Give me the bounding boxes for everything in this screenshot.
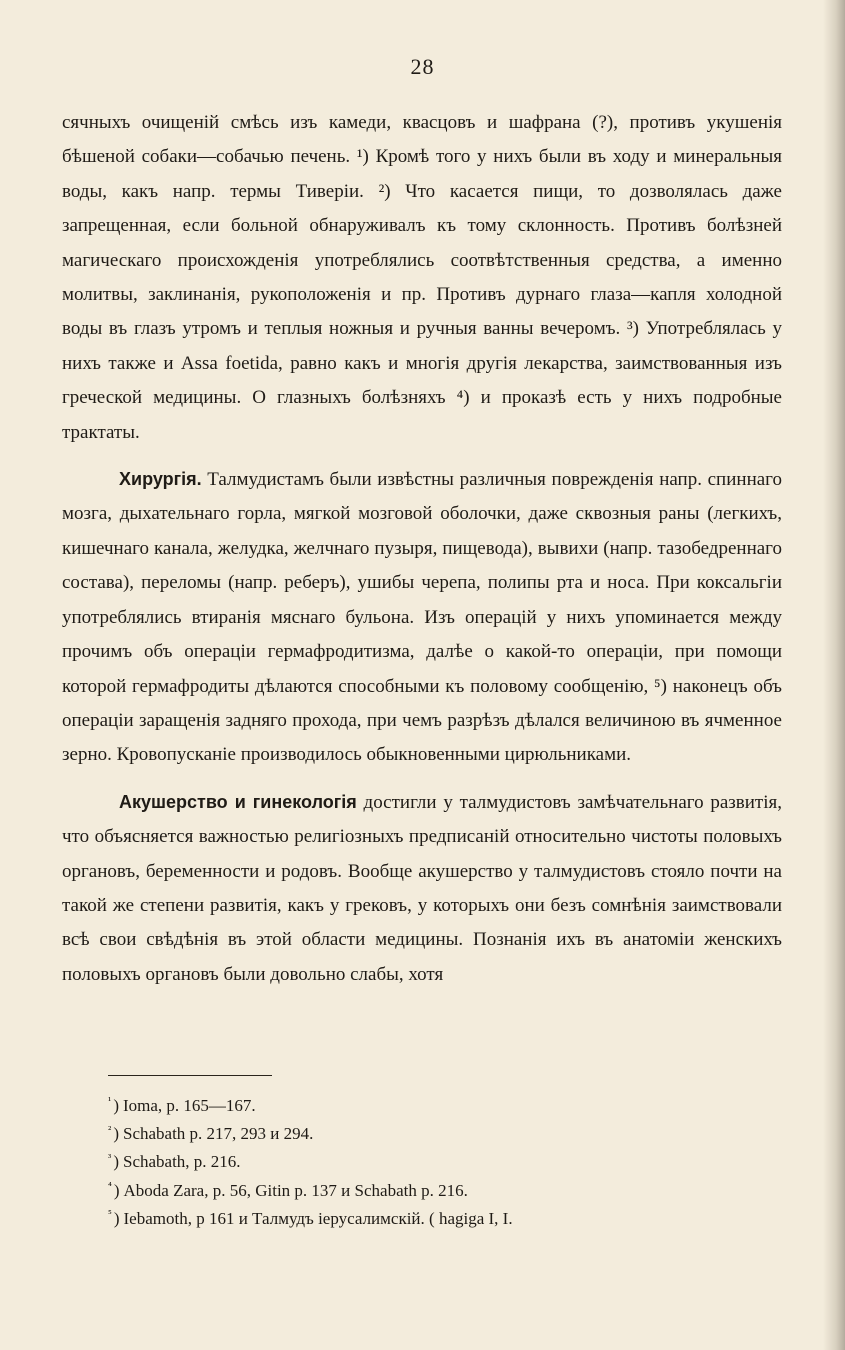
paragraph-text: достигли у талмудистовъ замѣчательнаго развитія, что объясняется важностью религіозныхъ предписаній относительно чистоты половыхъ органовъ, беременности и родовъ. Вообще акушерство у талмудистовъ стояло почти на такой же степени развитія, какъ у грековъ, у которыхъ они безъ сомнѣнія заимствовали всѣ свои свѣдѣнія въ этой области медицины. Познанія ихъ въ анатоміи женскихъ половыхъ органовъ были довольно слабы, хотя [62,791,782,985]
footnote-mark: ² [108,1123,112,1136]
footnote-mark: ⁵ [108,1208,112,1221]
footnote: $^{^2}$ ) Schabath p. 217, 293 и 294. [108,1123,314,1144]
page-number: 28 [410,54,435,79]
main-text [62,106,782,992]
footnote-mark: ⁴ [108,1179,112,1192]
footnote: $^{^3}$ ) Schabath, p. 216. [108,1151,241,1172]
page-edge-shadow [823,0,845,1350]
paragraph-surgery [62,462,782,773]
footnote: $^{^1}$ ) Ioma, p. 165—167. [108,1095,256,1115]
paragraph-remedies [62,106,782,450]
paragraph-text: сячныхъ очищеній смѣсь изъ камеди, квасцовъ и шафрана (?), противъ укушенія бѣшеной собаки—собачью печень. ¹) Кромѣ того у нихъ были въ ходу и минеральныя воды, какъ напр. термы Тиверіи. ²) Что касается пищи, то дозволялась даже запрещенная, если больной обнаруживалъ къ тому склонность. Противъ болѣзней магическаго происхожденія употреблялись соотвѣтственныя средства, а именно молитвы, заклинанія, рукоположенія и пр. Противъ дурнаго глаза—капля холодной воды въ глазъ утромъ и теплыя ножныя и ручныя ванны вечеромъ. ³) Употреблялась у нихъ также и Assa foetida, равно какъ и многія другія лекарства, заимствованныя изъ греческой медицины. О глазныхъ болѣзняхъ ⁴) и проказѣ есть у нихъ подробные трактаты. [62,112,782,443]
footnote-text: Iebamoth, p 161 и Талмудъ іерусалимскій. ( hagiga I, I. [123,1208,513,1228]
footnote: $^{^5}$ ) Iebamoth, p 161 и Талмудъ іерусалимскій. ( hagiga I, I. [108,1208,513,1228]
footnote: $^{^4}$ ) Aboda Zara, p. 56, Gitin p. 137 и Schabath p. 216. [108,1179,468,1200]
footnote-mark: ³ [108,1151,112,1164]
footnotes [108,1092,768,1233]
footnote-text: Schabath p. 217, 293 и 294. [122,1124,314,1144]
section-heading-obstetrics: Акушерство и гинекологія [119,791,357,812]
footnote-separator [108,1075,272,1076]
footnote-text: Ioma, p. 165—167. [122,1096,256,1115]
paragraph-obstetrics [62,785,782,992]
paragraph-text: Талмудистамъ были извѣстны различныя поврежденія напр. спиннаго мозга, дыхательнаго горла, мягкой мозговой оболочки, даже сквозныя раны (легкихъ, кишечнаго канала, желудка, желчнаго пузыря, пищевода), вывихи (напр. тазобедреннаго состава), переломы (напр. реберъ), ушибы черепа, полипы рта и носа. При коксальгіи употреблялись втиранія мяснаго бульона. Изъ операцій у нихъ упоминается между прочимъ объ операціи гермафродитизма, далѣе о какой-то операціи, при помощи которой гермафродиты дѣлаются способными къ половому сообщенію, ⁵) наконецъ объ операціи заращенія задняго прохода, при чемъ разрѣзъ дѣлался величиною въ ячменное зерно. Кровопусканіе производилось обыкновенными цирюльниками. [62,469,782,766]
footnote-mark: ¹ [108,1095,112,1108]
footnote-text: Schabath, p. 216. [122,1152,241,1172]
footnote-text: Aboda Zara, p. 56, Gitin p. 137 и Schabath p. 216. [123,1180,468,1200]
section-heading-surgery: Хирургія. [119,469,202,490]
